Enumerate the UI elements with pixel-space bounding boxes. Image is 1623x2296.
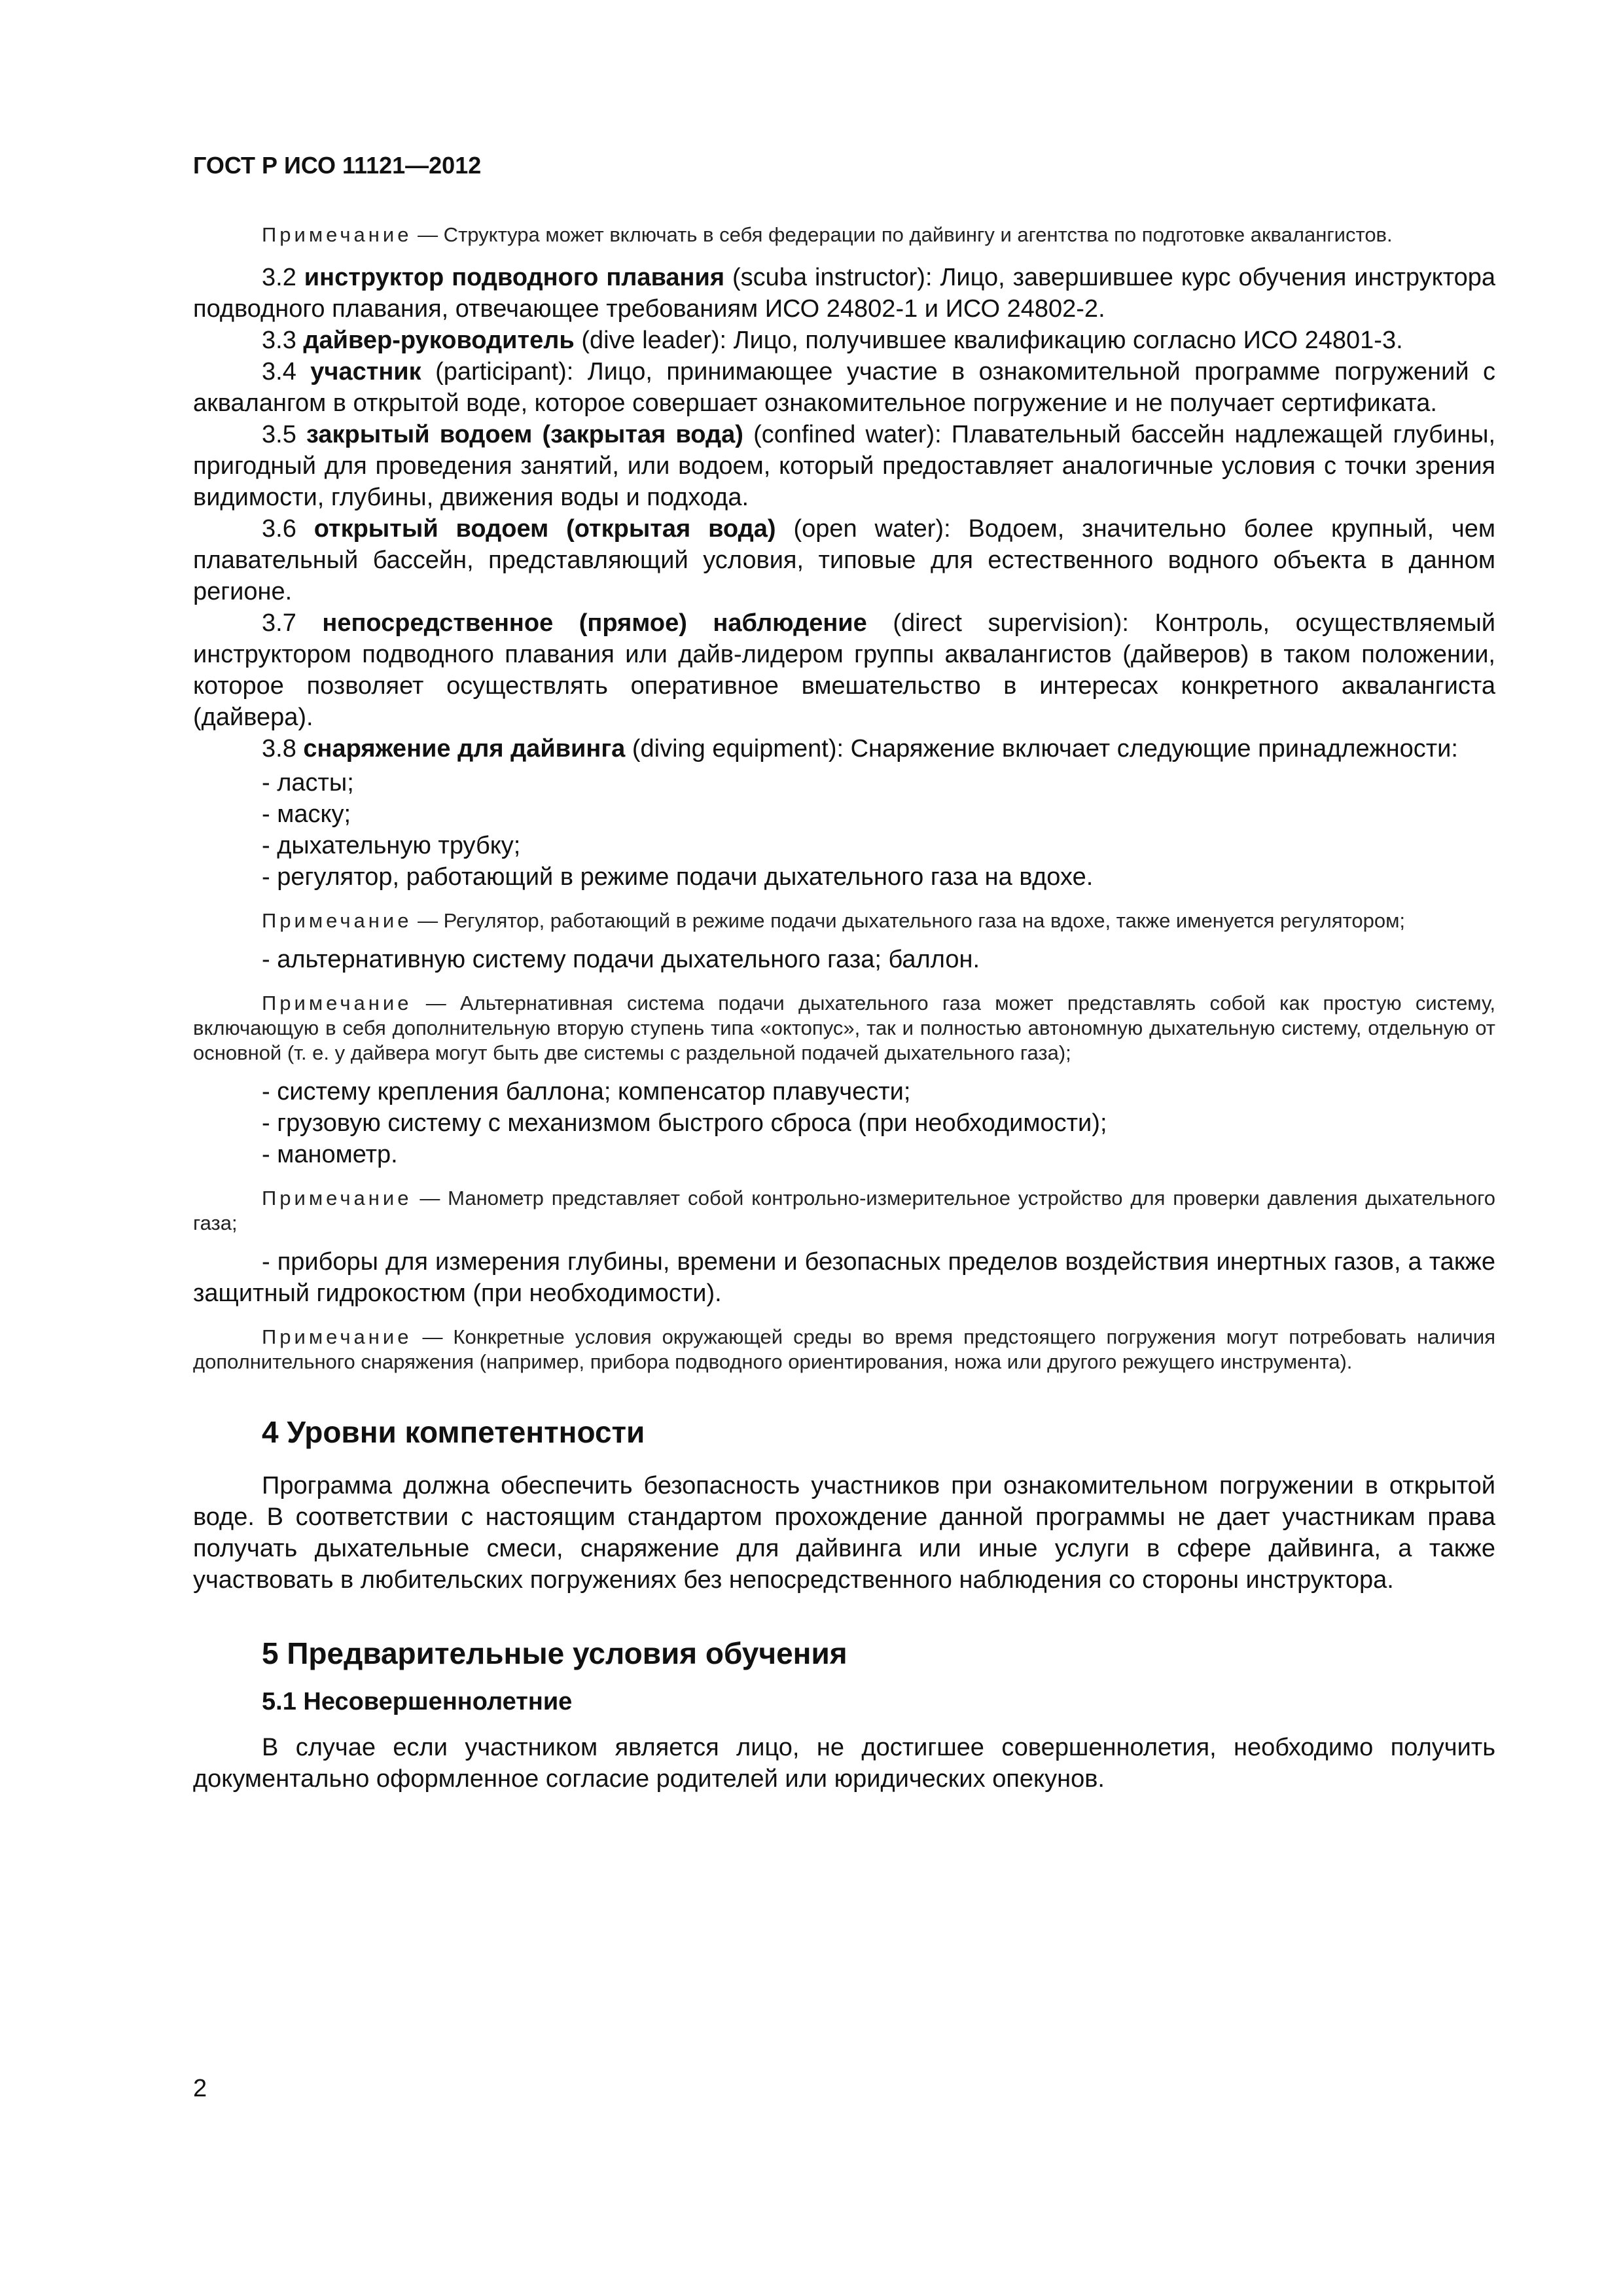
note-alternative-system	[193, 991, 1495, 1066]
list-item: - маску;	[262, 800, 351, 828]
note-intro	[193, 223, 1495, 247]
list-item: - регулятор, работающий в режиме подачи дыхательного газа на вдохе.	[262, 863, 1094, 891]
section-4-title: 4 Уровни компетентности	[262, 1415, 645, 1449]
list-item: - ласты;	[262, 769, 354, 797]
list-item: - манометр.	[262, 1141, 398, 1168]
note-text: — Альтернативная система подачи дыхательного газа может представлять собой как простую систему, включающую в себя дополнительную вторую ступень типа «октопус», так и полностью автономную дыхательную систему, отдельную от основной (т. е. у дайвера могут быть две системы с раздельной подачей дыхательного газа);	[193, 992, 1495, 1064]
section-4-text: Программа должна обеспечить безопасность участников при ознакомительном погружении в открытой воде. В соответствии с настоящим стандартом прохождение данной программы не дает участникам права получать дыхательные смеси, снаряжение для дайвинга или иные услуги в сфере дайвинга, а также участвовать в любительских погружениях без непосредственного наблюдения со стороны инструктора.	[193, 1472, 1495, 1594]
definition-term: открытый водоем (открытая вода)	[313, 515, 776, 543]
definition-text: (confined water): Плавательный бассейн надлежащей глубины, пригодный для проведения занятий, или водоем, который предоставляет аналогичные условия с точки зрения видимости, глубины, движения воды и подхода.	[193, 421, 1495, 511]
list-item: - дыхательную трубку;	[262, 832, 521, 859]
list-item: - систему крепления баллона; компенсатор плавучести;	[262, 1078, 911, 1105]
definition-text: (scuba instructor): Лицо, завершившее курс обучения инструктора подводного плавания, отвечающее требованиям ИСО 24802-1 и ИСО 24802-2.	[193, 264, 1496, 323]
section-5-title: 5 Предварительные условия обучения	[262, 1636, 847, 1670]
note-label: Примечание	[262, 909, 412, 932]
definition-text: (open water): Водоем, значительно более крупный, чем плавательный бассейн, представляющий условия, типовые для естественного водного объекта в данном регионе.	[193, 515, 1495, 605]
document-header: ГОСТ Р ИСО 11121—2012	[193, 152, 482, 179]
definition-term: дайвер-руководитель	[303, 327, 575, 354]
page-content	[193, 223, 1495, 1795]
definition-term: инструктор подводного плавания	[304, 264, 725, 291]
note-text: — Регулятор, работающий в режиме подачи дыхательного газа на вдохе, также именуется регулятором;	[418, 909, 1406, 932]
definition-text: (dive leader): Лицо, получившее квалификацию согласно ИСО 24801-3.	[581, 327, 1403, 354]
definition-3-8	[193, 733, 1495, 764]
definition-3-4	[193, 356, 1495, 419]
list-item: - приборы для измерения глубины, времени и безопасных пределов воздействия инертных газов, а также защитный гидрокостюм (при необходимости).	[193, 1248, 1495, 1307]
note-regulator	[193, 908, 1495, 933]
definition-number: 3.6	[262, 515, 296, 543]
section-5-1-title: 5.1 Несовершеннолетние	[262, 1688, 573, 1715]
definition-number: 3.5	[262, 421, 296, 448]
definition-text: (participant): Лицо, принимающее участие в ознакомительной программе погружений с аквалангом в открытой воде, которое совершает ознакомительное погружение и не получает сертификата.	[193, 358, 1496, 417]
definition-text: (direct supervision): Контроль, осуществляемый инструктором подводного плавания или дайв-лидером группы аквалангистов (дайверов) в таком положении, которое позволяет осуществлять оперативное вмешательство в интересах конкретного аквалангиста (дайвера).	[193, 609, 1495, 731]
definition-3-3	[193, 325, 1495, 356]
definition-number: 3.7	[262, 609, 296, 637]
definition-3-7	[193, 607, 1495, 733]
definition-number: 3.2	[262, 264, 296, 291]
note-manometer	[193, 1186, 1495, 1236]
page-number: 2	[193, 2075, 207, 2102]
definition-3-6	[193, 513, 1495, 607]
definition-number: 3.4	[262, 358, 296, 386]
section-5-1-text: В случае если участником является лицо, не достигшее совершеннолетия, необходимо получить документально оформленное согласие родителей или юридических опекунов.	[193, 1734, 1495, 1793]
definition-term: участник	[310, 358, 421, 386]
note-label: Примечание	[262, 1325, 412, 1348]
note-label: Примечание	[262, 223, 412, 246]
note-label: Примечание	[262, 1187, 412, 1210]
note-label: Примечание	[262, 992, 412, 1014]
definition-number: 3.8	[262, 735, 296, 762]
definition-3-5	[193, 419, 1495, 513]
note-text: — Структура может включать в себя федерации по дайвингу и агентства по подготовке аквалангистов.	[418, 223, 1393, 246]
note-environment	[193, 1325, 1495, 1374]
definition-term: непосредственное (прямое) наблюдение	[322, 609, 867, 637]
definition-term: снаряжение для дайвинга	[303, 735, 626, 762]
list-item: - грузовую систему с механизмом быстрого сброса (при необходимости);	[262, 1109, 1107, 1137]
note-text: — Манометр представляет собой контрольно-измерительное устройство для проверки давления дыхательного газа;	[193, 1187, 1495, 1234]
definition-term: закрытый водоем (закрытая вода)	[306, 421, 743, 448]
note-text: — Конкретные условия окружающей среды во время предстоящего погружения могут потребовать наличия дополнительного снаряжения (например, прибора подводного ориентирования, ножа или другого режущего инструмента).	[193, 1325, 1495, 1373]
definition-text: (diving equipment): Снаряжение включает следующие принадлежности:	[632, 735, 1458, 762]
definition-3-2	[193, 262, 1495, 325]
definition-number: 3.3	[262, 327, 296, 354]
list-item: - альтернативную систему подачи дыхательного газа; баллон.	[262, 946, 980, 973]
